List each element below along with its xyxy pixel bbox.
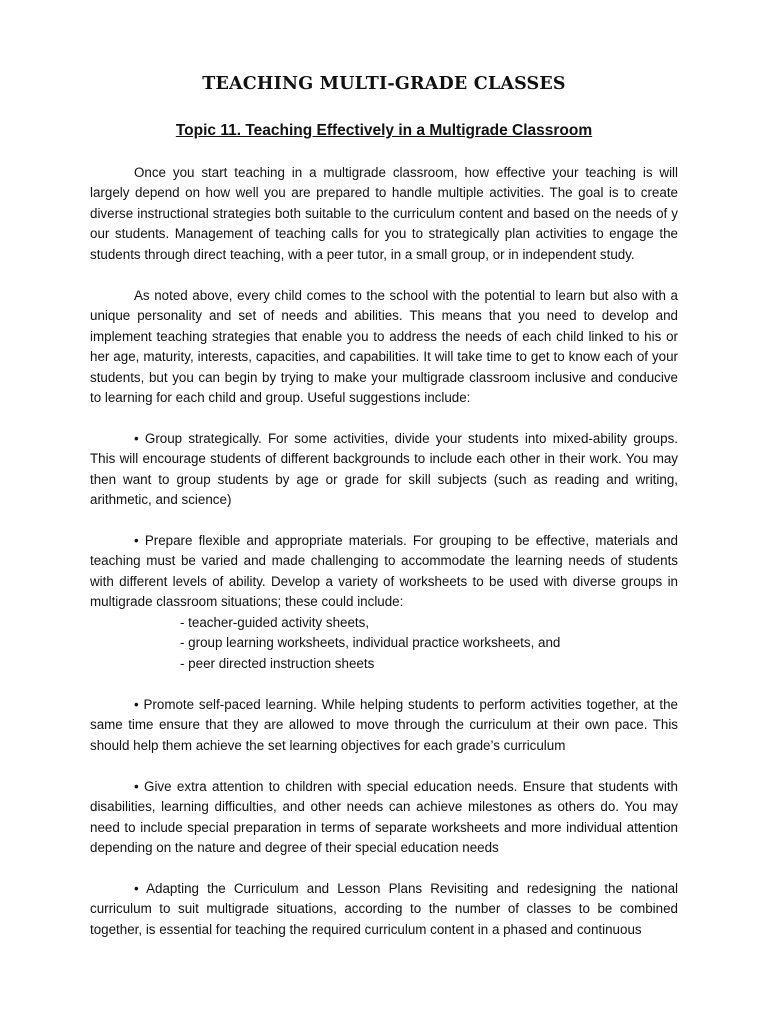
list-item: - group learning worksheets, individual practice worksheets, and (180, 635, 561, 651)
paragraph-text: • Adapting the Curriculum and Lesson Plans Revisiting and redesigning the national curriculum to suit multigrade situations, according to the number of classes to be combined together, is essential for teaching the required curriculum content in a phased and continuous (90, 881, 678, 937)
paragraph-noted-above (90, 286, 678, 408)
document-title: TEACHING MULTI-GRADE CLASSES (202, 74, 566, 94)
topic-heading: Topic 11. Teaching Effectively in a Multigrade Classroom (175, 122, 593, 139)
paragraph-text: Once you start teaching in a multigrade classroom, how effective your teaching is will largely depend on how well you are prepared to handle multiple activities. The goal is to create diverse instructional strategies both suitable to the curriculum content and based on the needs of y our students. Management of teaching calls for you to strategically plan activities to engage the students through direct teaching, with a peer tutor, in a small group, or in independent study. (90, 165, 678, 262)
list-item: - peer directed instruction sheets (180, 655, 375, 671)
paragraph-text: • Group strategically. For some activities, divide your students into mixed-ability groups. This will encourage students of different backgrounds to include each other in their work. You may then want to group students by age or grade for skill subjects (such as reading and writing, arithmetic, and science) (90, 431, 678, 508)
bullet-group-strategically (90, 429, 678, 511)
list-item: - teacher-guided activity sheets, (180, 615, 370, 630)
paragraph-text: • Prepare flexible and appropriate materials. For grouping to be effective, materials and teaching must be varied and made challenging to accommodate the learning needs of students with different levels of ability. Develop a variety of worksheets to be used with diverse groups in multigrade classroom situations; these could include: (90, 533, 678, 610)
paragraph-text: • Give extra attention to children with special education needs. Ensure that students with disabilities, learning difficulties, and other needs can achieve milestones as others do. You may need to include special preparation in terms of separate worksheets and more individual attention depending on the nature and degree of their special education needs (90, 779, 678, 856)
bullet-adapting-curriculum (90, 879, 678, 940)
worksheet-list (180, 613, 560, 674)
bullet-self-paced (90, 695, 678, 756)
bullet-special-needs (90, 777, 678, 859)
paragraph-text: • Promote self-paced learning. While helping students to perform activities together, at the same time ensure that they are allowed to move through the curriculum at their own pace. This should help them achieve the set learning objectives for each grade’s curriculum (90, 697, 678, 753)
paragraph-text: As noted above, every child comes to the school with the potential to learn but also with a unique personality and set of needs and abilities. This means that you need to develop and implement teaching strategies that enable you to address the needs of each child linked to his or her age, maturity, interests, capacities, and capabilities. It will take time to get to know each of your students, but you can begin by trying to make your multigrade classroom inclusive and conducive to learning for each child and group. Useful suggestions include: (90, 288, 678, 406)
paragraph-intro (90, 163, 678, 265)
bullet-prepare-materials (90, 531, 678, 613)
